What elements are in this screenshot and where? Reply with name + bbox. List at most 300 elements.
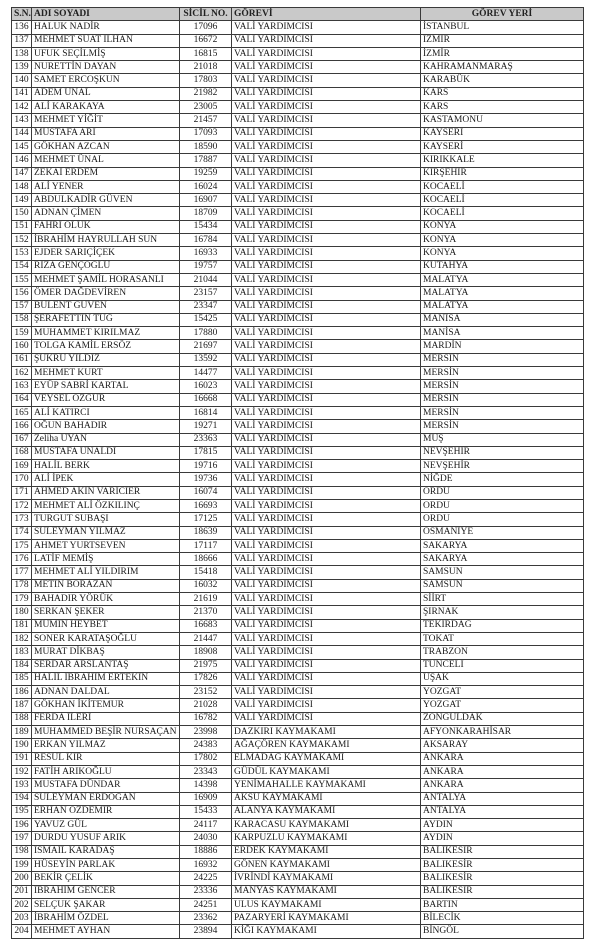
cell-position: VALİ YARDIMCISI [232, 553, 421, 566]
cell-registry-no: 21457 [180, 114, 232, 127]
cell-name: ALİ YENER [32, 180, 180, 193]
cell-sn: 186 [12, 686, 32, 699]
cell-name: MUSTAFA DÜNDAR [32, 779, 180, 792]
table-row [12, 61, 584, 74]
cell-location: ORDU [421, 486, 584, 499]
table-row [12, 287, 584, 300]
cell-position: İVRİNDİ KAYMAKAMI [232, 872, 421, 885]
cell-name: UFUK SEÇİLMİŞ [32, 47, 180, 60]
cell-name: NURETTİN DAYAN [32, 61, 180, 74]
cell-registry-no: 23005 [180, 101, 232, 114]
cell-sn: 157 [12, 300, 32, 313]
cell-name: VEYSEL ÖZGÜR [32, 393, 180, 406]
table-row [12, 712, 584, 725]
cell-registry-no: 16907 [180, 194, 232, 207]
table-row [12, 393, 584, 406]
table-row [12, 845, 584, 858]
table-row [12, 526, 584, 539]
cell-registry-no: 24225 [180, 872, 232, 885]
cell-registry-no: 23998 [180, 726, 232, 739]
table-row [12, 47, 584, 60]
cell-registry-no: 15433 [180, 805, 232, 818]
table-row [12, 473, 584, 486]
table-row [12, 699, 584, 712]
table-row [12, 672, 584, 685]
cell-position: VALİ YARDIMCISI [232, 367, 421, 380]
cell-location: KIRIKKALE [421, 154, 584, 167]
table-row [12, 367, 584, 380]
cell-location: BİLECİK [421, 912, 584, 925]
cell-location: MALATYA [421, 273, 584, 286]
table-row [12, 832, 584, 845]
cell-sn: 139 [12, 61, 32, 74]
cell-sn: 170 [12, 473, 32, 486]
cell-location: MARDİN [421, 340, 584, 353]
table-row [12, 420, 584, 433]
cell-registry-no: 16814 [180, 406, 232, 419]
cell-name: İBRAHİM ÖZDEL [32, 912, 180, 925]
cell-position: AKSU KAYMAKAMI [232, 792, 421, 805]
table-row [12, 194, 584, 207]
cell-position: VALİ YARDIMCISI [232, 513, 421, 526]
cell-registry-no: 15418 [180, 566, 232, 579]
cell-name: SONER KARATAŞOĞLU [32, 632, 180, 645]
assignment-table [11, 7, 584, 939]
table-row [12, 114, 584, 127]
cell-name: RIZA GENÇOĞLU [32, 260, 180, 273]
cell-name: DURDU YUSUF ARIK [32, 832, 180, 845]
cell-position: MANYAS KAYMAKAMI [232, 885, 421, 898]
cell-location: MERSİN [421, 353, 584, 366]
table-row [12, 220, 584, 233]
cell-position: VALİ YARDIMCISI [232, 420, 421, 433]
cell-name: MEHMET ALİ YILDIRIM [32, 566, 180, 579]
cell-name: AHMET YURTSEVEN [32, 539, 180, 552]
cell-name: MUSTAFA ARI [32, 127, 180, 140]
cell-name: SELÇUK ŞAKAR [32, 898, 180, 911]
cell-sn: 191 [12, 752, 32, 765]
cell-registry-no: 21447 [180, 632, 232, 645]
cell-registry-no: 17096 [180, 21, 232, 34]
cell-registry-no: 19259 [180, 167, 232, 180]
cell-sn: 195 [12, 805, 32, 818]
cell-location: SAKARYA [421, 539, 584, 552]
cell-name: MEHMET ALİ ÖZKILINÇ [32, 499, 180, 512]
cell-sn: 147 [12, 167, 32, 180]
cell-sn: 141 [12, 87, 32, 100]
cell-sn: 202 [12, 898, 32, 911]
cell-name: SÜLEYMAN YILMAZ [32, 526, 180, 539]
cell-name: GÖKHAN AZCAN [32, 140, 180, 153]
table-row [12, 898, 584, 911]
cell-sn: 137 [12, 34, 32, 47]
cell-position: VALİ YARDIMCISI [232, 686, 421, 699]
cell-location: MALATYA [421, 287, 584, 300]
cell-position: VALİ YARDIMCISI [232, 539, 421, 552]
cell-name: ALİ İPEK [32, 473, 180, 486]
cell-name: ERHAN ÖZDEMİR [32, 805, 180, 818]
header-location: GÖREV YERİ [421, 8, 584, 21]
header-name: ADI SOYADI [32, 8, 180, 21]
cell-sn: 153 [12, 247, 32, 260]
cell-registry-no: 17887 [180, 154, 232, 167]
cell-registry-no: 17117 [180, 539, 232, 552]
cell-position: VALİ YARDIMCISI [232, 566, 421, 579]
cell-name: EYÜP SABRİ KARTAL [32, 380, 180, 393]
cell-position: VALİ YARDIMCISI [232, 74, 421, 87]
cell-location: İZMİR [421, 47, 584, 60]
table-row [12, 167, 584, 180]
cell-position: VALİ YARDIMCISI [232, 473, 421, 486]
cell-location: TUNCELİ [421, 659, 584, 672]
cell-sn: 158 [12, 313, 32, 326]
cell-sn: 178 [12, 579, 32, 592]
cell-position: KİĞI KAYMAKAMI [232, 925, 421, 938]
cell-registry-no: 19271 [180, 420, 232, 433]
cell-name: LATİF MEMİŞ [32, 553, 180, 566]
table-row [12, 260, 584, 273]
cell-location: SAKARYA [421, 553, 584, 566]
cell-position: VALİ YARDIMCISI [232, 154, 421, 167]
cell-name: Zeliha UYAN [32, 433, 180, 446]
cell-sn: 163 [12, 380, 32, 393]
cell-position: ELMADAĞ KAYMAKAMI [232, 752, 421, 765]
cell-registry-no: 16693 [180, 499, 232, 512]
cell-position: VALİ YARDIMCISI [232, 260, 421, 273]
cell-registry-no: 15434 [180, 220, 232, 233]
table-row [12, 619, 584, 632]
cell-position: VALİ YARDIMCISI [232, 699, 421, 712]
cell-registry-no: 14398 [180, 779, 232, 792]
cell-sn: 149 [12, 194, 32, 207]
cell-name: İSMAİL KARADAŞ [32, 845, 180, 858]
table-row [12, 739, 584, 752]
cell-position: VALİ YARDIMCISI [232, 619, 421, 632]
cell-name: MURAT DİKBAŞ [32, 646, 180, 659]
cell-sn: 165 [12, 406, 32, 419]
cell-registry-no: 21370 [180, 606, 232, 619]
cell-position: VALİ YARDIMCISI [232, 87, 421, 100]
cell-registry-no: 21028 [180, 699, 232, 712]
table-row [12, 885, 584, 898]
cell-sn: 185 [12, 672, 32, 685]
cell-registry-no: 18666 [180, 553, 232, 566]
cell-name: İBRAHİM GENCER [32, 885, 180, 898]
cell-location: MERSİN [421, 367, 584, 380]
cell-sn: 188 [12, 712, 32, 725]
table-row [12, 127, 584, 140]
cell-sn: 159 [12, 327, 32, 340]
cell-sn: 146 [12, 154, 32, 167]
cell-registry-no: 17803 [180, 74, 232, 87]
cell-sn: 192 [12, 765, 32, 778]
cell-sn: 144 [12, 127, 32, 140]
cell-location: AYDIN [421, 832, 584, 845]
cell-location: MANİSA [421, 327, 584, 340]
cell-position: VALİ YARDIMCISI [232, 579, 421, 592]
table-row [12, 486, 584, 499]
cell-name: HALUK NADİR [32, 21, 180, 34]
cell-registry-no: 23343 [180, 765, 232, 778]
cell-name: MUSTAFA ÜNALDI [32, 446, 180, 459]
cell-location: KONYA [421, 247, 584, 260]
cell-position: KARPUZLU KAYMAKAMI [232, 832, 421, 845]
header-registry-no: SİCİL NO. [180, 8, 232, 21]
cell-position: DAZKIRI KAYMAKAMI [232, 726, 421, 739]
cell-sn: 142 [12, 101, 32, 114]
cell-location: BARTIN [421, 898, 584, 911]
cell-sn: 140 [12, 74, 32, 87]
cell-position: VALİ YARDIMCISI [232, 207, 421, 220]
cell-position: VALİ YARDIMCISI [232, 300, 421, 313]
cell-registry-no: 21018 [180, 61, 232, 74]
cell-sn: 174 [12, 526, 32, 539]
cell-sn: 166 [12, 420, 32, 433]
cell-registry-no: 18908 [180, 646, 232, 659]
table-row [12, 460, 584, 473]
cell-location: KOCAELİ [421, 207, 584, 220]
table-row [12, 606, 584, 619]
cell-registry-no: 19736 [180, 473, 232, 486]
cell-name: ŞERAFETTİN TUĞ [32, 313, 180, 326]
cell-sn: 187 [12, 699, 32, 712]
cell-location: KAHRAMANMARAŞ [421, 61, 584, 74]
cell-sn: 182 [12, 632, 32, 645]
table-row [12, 247, 584, 260]
cell-name: YAVUZ GÜL [32, 819, 180, 832]
cell-sn: 189 [12, 726, 32, 739]
cell-position: ALANYA KAYMAKAMI [232, 805, 421, 818]
cell-registry-no: 16933 [180, 247, 232, 260]
cell-name: GÖKHAN İKİTEMUR [32, 699, 180, 712]
cell-name: EJDER SARIÇİÇEK [32, 247, 180, 260]
cell-position: VALİ YARDIMCISI [232, 140, 421, 153]
cell-sn: 143 [12, 114, 32, 127]
cell-position: VALİ YARDIMCISI [232, 114, 421, 127]
cell-location: KONYA [421, 220, 584, 233]
cell-sn: 150 [12, 207, 32, 220]
cell-position: ULUS KAYMAKAMI [232, 898, 421, 911]
table-row [12, 765, 584, 778]
cell-sn: 194 [12, 792, 32, 805]
cell-name: FERDA İLERİ [32, 712, 180, 725]
cell-registry-no: 16815 [180, 47, 232, 60]
cell-position: VALİ YARDIMCISI [232, 606, 421, 619]
cell-registry-no: 17093 [180, 127, 232, 140]
cell-location: KASTAMONU [421, 114, 584, 127]
cell-location: BALIKESİR [421, 872, 584, 885]
cell-location: KAYSERİ [421, 127, 584, 140]
table-row [12, 925, 584, 938]
cell-sn: 200 [12, 872, 32, 885]
cell-name: MEHMET ŞAMİL HORASANLI [32, 273, 180, 286]
cell-sn: 190 [12, 739, 32, 752]
cell-sn: 164 [12, 393, 32, 406]
cell-name: ERKAN YILMAZ [32, 739, 180, 752]
cell-name: SERKAN ŞEKER [32, 606, 180, 619]
cell-name: MEHMET KURT [32, 367, 180, 380]
cell-registry-no: 13592 [180, 353, 232, 366]
cell-sn: 181 [12, 619, 32, 632]
cell-name: ÖMER DAĞDEVİREN [32, 287, 180, 300]
table-row [12, 872, 584, 885]
cell-sn: 167 [12, 433, 32, 446]
cell-registry-no: 16032 [180, 579, 232, 592]
cell-sn: 160 [12, 340, 32, 353]
cell-location: ANKARA [421, 779, 584, 792]
cell-name: ADNAN DALDAL [32, 686, 180, 699]
table-row [12, 140, 584, 153]
cell-name: TURGUT SUBAŞI [32, 513, 180, 526]
table-row [12, 579, 584, 592]
cell-name: BEKİR ÇELİK [32, 872, 180, 885]
cell-sn: 176 [12, 553, 32, 566]
cell-location: KÜTAHYA [421, 260, 584, 273]
cell-location: ORDU [421, 499, 584, 512]
table-row [12, 686, 584, 699]
cell-position: VALİ YARDIMCISI [232, 499, 421, 512]
cell-position: VALİ YARDIMCISI [232, 234, 421, 247]
cell-registry-no: 15425 [180, 313, 232, 326]
cell-sn: 184 [12, 659, 32, 672]
cell-name: MEHMET YİĞİT [32, 114, 180, 127]
cell-location: KIRŞEHİR [421, 167, 584, 180]
cell-position: VALİ YARDIMCISI [232, 393, 421, 406]
cell-registry-no: 18709 [180, 207, 232, 220]
cell-name: RESUL KIR [32, 752, 180, 765]
table-row [12, 792, 584, 805]
cell-position: VALİ YARDIMCISI [232, 327, 421, 340]
cell-name: İBRAHİM HAYRULLAH SUN [32, 234, 180, 247]
cell-position: VALİ YARDIMCISI [232, 167, 421, 180]
cell-registry-no: 17815 [180, 446, 232, 459]
cell-name: BÜLENT GÜVEN [32, 300, 180, 313]
table-row [12, 659, 584, 672]
cell-position: KARACASU KAYMAKAMI [232, 819, 421, 832]
cell-location: MERSİN [421, 406, 584, 419]
cell-position: VALİ YARDIMCISI [232, 194, 421, 207]
cell-registry-no: 24383 [180, 739, 232, 752]
cell-name: METİN BORAZAN [32, 579, 180, 592]
cell-name: TOLGA KAMİL ERSÖZ [32, 340, 180, 353]
cell-registry-no: 19716 [180, 460, 232, 473]
cell-registry-no: 17125 [180, 513, 232, 526]
cell-sn: 197 [12, 832, 32, 845]
cell-location: ANTALYA [421, 792, 584, 805]
table-row [12, 234, 584, 247]
table-row [12, 353, 584, 366]
cell-name: BAHADIR YÖRÜK [32, 593, 180, 606]
cell-location: KARS [421, 101, 584, 114]
cell-position: VALİ YARDIMCISI [232, 646, 421, 659]
cell-name: ALİ KARAKAYA [32, 101, 180, 114]
table-row [12, 779, 584, 792]
cell-position: VALİ YARDIMCISI [232, 632, 421, 645]
cell-position: AĞAÇÖREN KAYMAKAMI [232, 739, 421, 752]
table-row [12, 819, 584, 832]
cell-sn: 171 [12, 486, 32, 499]
cell-registry-no: 16784 [180, 234, 232, 247]
cell-name: ALİ KATIRCI [32, 406, 180, 419]
cell-registry-no: 16672 [180, 34, 232, 47]
cell-location: YOZGAT [421, 699, 584, 712]
table-row [12, 87, 584, 100]
cell-name: ŞÜKRÜ YILDIZ [32, 353, 180, 366]
table-row [12, 646, 584, 659]
cell-sn: 177 [12, 566, 32, 579]
table-row [12, 859, 584, 872]
table-row [12, 406, 584, 419]
cell-location: MERSİN [421, 393, 584, 406]
cell-location: TEKİRDAĞ [421, 619, 584, 632]
cell-registry-no: 16909 [180, 792, 232, 805]
cell-location: MALATYA [421, 300, 584, 313]
cell-registry-no: 16932 [180, 859, 232, 872]
cell-name: ADNAN ÇİMEN [32, 207, 180, 220]
cell-registry-no: 23347 [180, 300, 232, 313]
cell-position: VALİ YARDIMCISI [232, 313, 421, 326]
cell-position: VALİ YARDIMCISI [232, 460, 421, 473]
cell-sn: 161 [12, 353, 32, 366]
cell-position: VALİ YARDIMCISI [232, 526, 421, 539]
cell-registry-no: 14477 [180, 367, 232, 380]
cell-position: VALİ YARDIMCISI [232, 446, 421, 459]
cell-location: MERSİN [421, 380, 584, 393]
cell-name: FAHRİ OLUK [32, 220, 180, 233]
cell-location: NEVŞEHİR [421, 460, 584, 473]
cell-location: İZMİR [421, 34, 584, 47]
cell-position: VALİ YARDIMCISI [232, 659, 421, 672]
cell-position: VALİ YARDIMCISI [232, 21, 421, 34]
cell-registry-no: 16074 [180, 486, 232, 499]
cell-location: MUŞ [421, 433, 584, 446]
cell-sn: 196 [12, 819, 32, 832]
cell-location: İSTANBUL [421, 21, 584, 34]
cell-registry-no: 16023 [180, 380, 232, 393]
cell-registry-no: 21975 [180, 659, 232, 672]
table-row [12, 593, 584, 606]
cell-position: VALİ YARDIMCISI [232, 47, 421, 60]
cell-position: GÖNEN KAYMAKAMI [232, 859, 421, 872]
cell-name: OĞUN BAHADIR [32, 420, 180, 433]
table-row [12, 499, 584, 512]
cell-location: MANİSA [421, 313, 584, 326]
cell-location: NİĞDE [421, 473, 584, 486]
cell-name: AHMED AKIN VARICIER [32, 486, 180, 499]
cell-position: VALİ YARDIMCISI [232, 593, 421, 606]
cell-sn: 154 [12, 260, 32, 273]
cell-name: SERDAR ARSLANTAŞ [32, 659, 180, 672]
cell-registry-no: 17826 [180, 672, 232, 685]
header-row [12, 8, 584, 21]
cell-sn: 180 [12, 606, 32, 619]
cell-sn: 204 [12, 925, 32, 938]
header-position: GÖREVİ [232, 8, 421, 21]
table-row [12, 433, 584, 446]
table-row [12, 805, 584, 818]
cell-location: SİİRT [421, 593, 584, 606]
cell-sn: 156 [12, 287, 32, 300]
cell-position: VALİ YARDIMCISI [232, 180, 421, 193]
cell-sn: 138 [12, 47, 32, 60]
cell-name: ZEKAİ ERDEM [32, 167, 180, 180]
cell-registry-no: 21697 [180, 340, 232, 353]
table-row [12, 207, 584, 220]
cell-sn: 145 [12, 140, 32, 153]
cell-sn: 183 [12, 646, 32, 659]
cell-location: BALIKESİR [421, 845, 584, 858]
cell-registry-no: 23363 [180, 433, 232, 446]
